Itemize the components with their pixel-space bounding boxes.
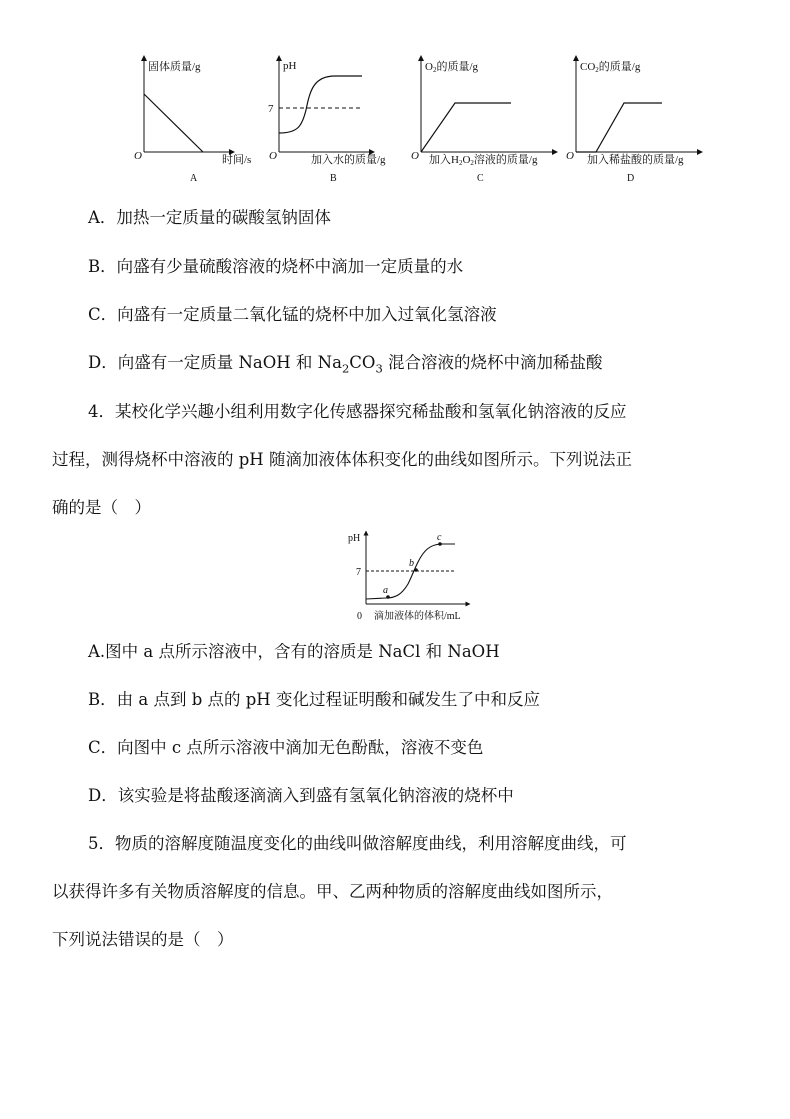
q4-label-a: a <box>383 585 388 596</box>
q4-tick7: 7 <box>356 567 361 578</box>
graph-a-curve <box>144 94 203 152</box>
graph-a <box>134 58 251 184</box>
graph-c-xlabel: 加入H2O2溶液的质量/g <box>429 154 538 167</box>
q3-option-a: A．加热一定质量的碳酸氢钠固体 <box>88 208 331 227</box>
graph-d-ylabel: CO2的质量/g <box>580 61 641 74</box>
graph-d <box>566 58 700 184</box>
graph-a-origin: O <box>134 150 142 162</box>
q4-ph-graph <box>340 528 490 628</box>
graph-c-caption: C <box>477 173 484 184</box>
graph-b-tick7: 7 <box>268 103 274 115</box>
graph-b-ylabel: pH <box>283 60 297 72</box>
q5-stem-line-2: 以获得许多有关物质溶解度的信息。甲、乙两种物质的溶解度曲线如图所示， <box>52 882 613 901</box>
q3-option-b: B．向盛有少量硫酸溶液的烧杯中滴加一定质量的水 <box>88 257 464 276</box>
graph-b-origin: O <box>269 150 277 162</box>
graph-d-origin: O <box>566 150 574 162</box>
q4-option-c: C．向图中 c 点所示溶液中滴加无色酚酞，溶液不变色 <box>88 738 484 757</box>
q4-option-a: A.图中 a 点所示溶液中，含有的溶质是 NaCl 和 NaOH <box>88 642 500 661</box>
graph-a-xlabel: 时间/s <box>222 154 252 166</box>
q3-option-c: C．向盛有一定质量二氧化锰的烧杯中加入过氧化氢溶液 <box>88 305 497 324</box>
graph-d-xlabel: 加入稀盐酸的质量/g <box>587 154 684 166</box>
q4-stem-line-3: 确的是（ ） <box>52 498 151 517</box>
q4-ylabel: pH <box>348 533 361 544</box>
graph-b <box>268 58 386 184</box>
q4-xlabel: 滴加液体的体积/mL <box>374 611 461 622</box>
graph-c-ylabel: O2的质量/g <box>425 61 479 74</box>
graph-c <box>411 58 555 184</box>
q4-stem-line-2: 过程，测得烧杯中溶液的 pH 随滴加液体体积变化的曲线如图所示。下列说法正 <box>52 450 632 469</box>
graph-d-caption: D <box>627 173 635 184</box>
graph-b-xlabel: 加入水的质量/g <box>311 154 386 166</box>
graph-c-origin: O <box>411 150 419 162</box>
q5-stem-line-1: 5．物质的溶解度随温度变化的曲线叫做溶解度曲线，利用溶解度曲线，可 <box>88 834 627 853</box>
graph-b-curve <box>279 76 362 133</box>
graph-a-caption: A <box>190 173 198 184</box>
q4-label-b: b <box>409 558 414 569</box>
q4-stem-line-1: 4．某校化学兴趣小组利用数字化传感器探究稀盐酸和氢氧化钠溶液的反应 <box>88 402 627 421</box>
graph-c-curve <box>421 103 511 152</box>
q4-origin: 0 <box>357 611 362 622</box>
figure-row-abcd <box>0 0 790 200</box>
q4-label-c: c <box>437 532 442 543</box>
q4-point-b <box>414 568 418 572</box>
q5-stem-line-3: 下列说法错误的是（ ） <box>52 930 234 949</box>
graph-a-ylabel: 固体质量/g <box>148 61 201 73</box>
q4-option-b: B．由 a 点到 b 点的 pH 变化过程证明酸和碱发生了中和反应 <box>88 690 540 709</box>
graph-d-curve <box>576 103 662 152</box>
graph-b-caption: B <box>330 173 337 184</box>
q3-option-d: D．向盛有一定质量 NaOH 和 $Na_2CO_3$ 混合溶液的烧杯中滴加稀盐酸 <box>88 353 603 376</box>
q4-option-d: D．该实验是将盐酸逐滴滴入到盛有氢氧化钠溶液的烧杯中 <box>88 786 514 805</box>
